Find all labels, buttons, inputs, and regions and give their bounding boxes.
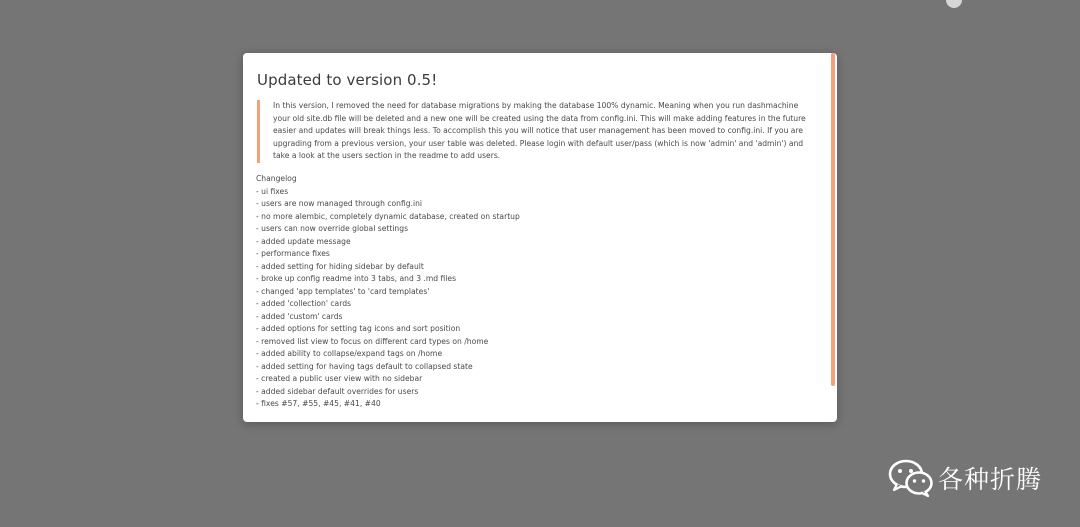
watermark [888,459,1042,497]
changelog-item: - performance fixes [256,249,330,258]
modal-title: Updated to version 0.5! [257,71,438,89]
update-modal [243,53,837,422]
changelog-item: - added sidebar default overrides for users [256,386,419,396]
changelog-item: - added options for setting tag icons and sort position [256,324,461,333]
update-note: In this version, I removed the need for database migrations by making the database 100% dynamic. Meaning when you run dashmachine your old site.db file will be deleted and a new one will be created using the data from config.ini. This will make adding features in the future easier and updates will break things less. To accomplish this you will notice that user management has been moved to config.ini. If you are upgrading from a previous version, your user table was deleted. Please login with default user/pass (which is now 'admin' and 'admin') and take a look at the users section in the readme to add users. [257,100,812,163]
changelog [256,173,520,411]
watermark-text: 各种折腾 [938,465,1043,494]
changelog-item: - added ability to collapse/expand tags on /home [256,349,443,358]
status-dot [946,0,962,8]
changelog-title: Changelog [256,174,297,183]
changelog-item: - users can now override global settings [256,224,409,233]
changelog-item: - added 'collection' cards [256,299,351,308]
changelog-item: - added update message [256,236,351,246]
changelog-item: - created a public user view with no sidebar [256,374,423,383]
changelog-list [256,186,520,411]
changelog-item: - ui fixes [256,186,289,196]
changelog-item: - broke up config readme into 3 tabs, and 3 .md files [256,274,457,283]
changelog-item: - added setting for hiding sidebar by default [256,261,424,271]
changelog-item: - fixes #57, #55, #45, #41, #40 [256,399,381,408]
changelog-item: - added setting for having tags default to collapsed state [256,361,473,371]
modal-scrollbar[interactable] [831,53,835,386]
changelog-item: - users are now managed through config.ini [256,199,423,208]
changelog-item: - no more alembic, completely dynamic database, created on startup [256,211,520,221]
wechat-icon [888,459,934,497]
changelog-item: - changed 'app templates' to 'card templates' [256,286,430,296]
changelog-item: - removed list view to focus on different card types on /home [256,336,489,346]
changelog-item: - added 'custom' cards [256,311,343,321]
